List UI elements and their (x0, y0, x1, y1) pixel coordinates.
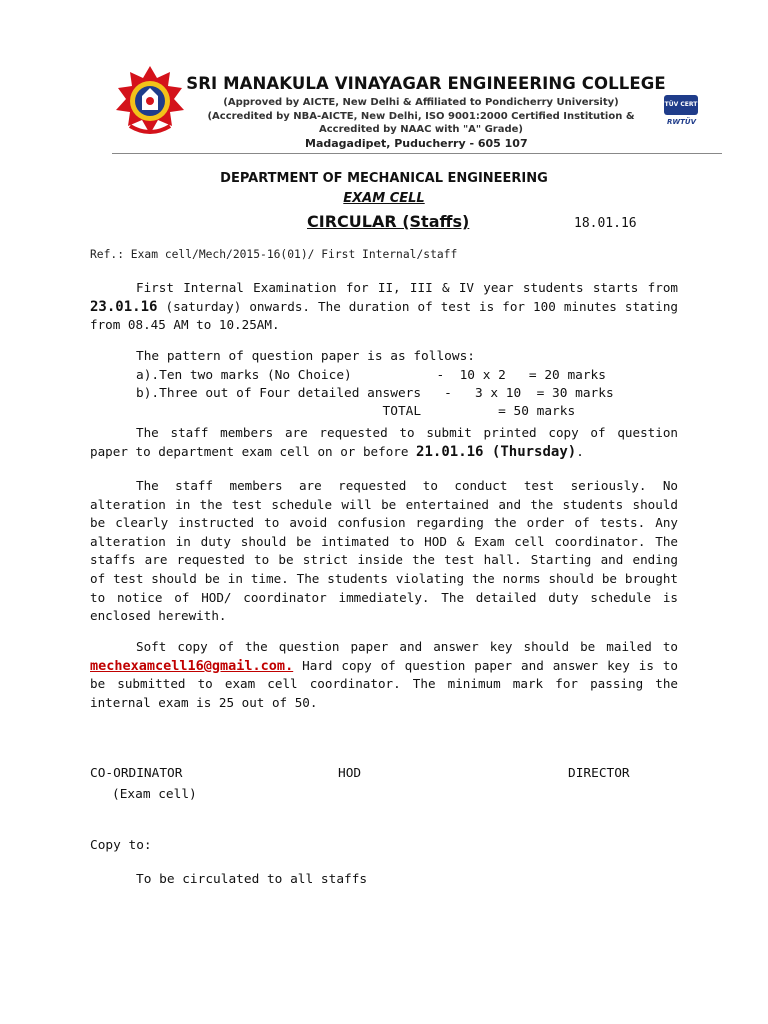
header-divider (112, 153, 722, 154)
pattern-total: TOTAL = 50 marks (136, 404, 576, 419)
accreditation-line-1: (Accredited by NBA-AICTE, New Delhi, ISO 9001:2000 Certified Institution & (207, 111, 635, 122)
coordinator-signature: CO-ORDINATOR (90, 766, 183, 781)
college-crest-icon (112, 64, 188, 140)
circulation-note: To be circulated to all staffs (136, 872, 368, 887)
hod-signature: HOD (338, 766, 362, 781)
exam-start-date: 23.01.16 (90, 298, 158, 315)
exam-cell-title: EXAM CELL (343, 191, 425, 206)
department-title: DEPARTMENT OF MECHANICAL ENGINEERING (220, 171, 548, 186)
approval-line: (Approved by AICTE, New Delhi & Affiliated to Pondicherry University) (223, 97, 619, 108)
college-address: Madagadipet, Puducherry - 605 107 (305, 137, 528, 150)
soft-copy-paragraph: Soft copy of the question paper and answer key should be mailed to mechexamcell16@gmail.com. Hard copy of question paper and answer key is to be submitted to exam cell coordinator. The minimum mark for passing the internal exam is 25 out of 50. (90, 639, 678, 710)
conduct-paragraph: The staff members are requested to conduct test seriously. No alteration in the test schedule will be entertained and the students should be clearly instructed to avoid confusion regarding the order of tests. Any alteration in duty should be intimated to HOD & Exam cell coordinator. The staffs are requested to be strict inside the test hall. Starting and ending of test should be in time. The students violating the norms should be brought to notice of HOD/ coordinator immediately. The detailed duty schedule is enclosed herewith. (90, 478, 678, 624)
pattern-intro: The pattern of question paper is as follows: (136, 349, 475, 364)
exam-schedule-paragraph: First Internal Examination for II, III & IV year students starts from 23.01.16 (saturday) onwards. The duration of test is for 100 minutes stating from 08.45 AM to 10.25AM. (90, 280, 679, 333)
coordinator-role: (Exam cell) (112, 787, 197, 802)
exam-cell-email-link[interactable]: mechexamcell16@gmail.com. (90, 657, 294, 674)
rwtuv-label: RWTÜV (667, 118, 696, 126)
reference-line: Ref.: Exam cell/Mech/2015-16(01)/ First Internal/staff (90, 248, 458, 261)
circular-date: 18.01.16 (574, 216, 637, 231)
submission-deadline: 21.01.16 (Thursday) (416, 443, 577, 460)
college-name: SRI MANAKULA VINAYAGAR ENGINEERING COLLEGE (186, 74, 666, 93)
pattern-row-b: b).Three out of Four detailed answers - 3 x 10 = 30 marks (136, 386, 614, 401)
circular-title: CIRCULAR (Staffs) (307, 212, 470, 231)
copy-to-label: Copy to: (90, 838, 152, 853)
tuv-cert-badge: TÜV CERT (664, 95, 698, 115)
accreditation-line-2: Accredited by NAAC with "A" Grade) (318, 124, 523, 135)
submission-paragraph: The staff members are requested to submit printed copy of question paper to department exam cell on or before 21.01.16 (Thursday). (90, 425, 678, 460)
director-signature: DIRECTOR (568, 766, 630, 781)
pattern-row-a: a).Ten two marks (No Choice) - 10 x 2 = 20 marks (136, 368, 606, 383)
